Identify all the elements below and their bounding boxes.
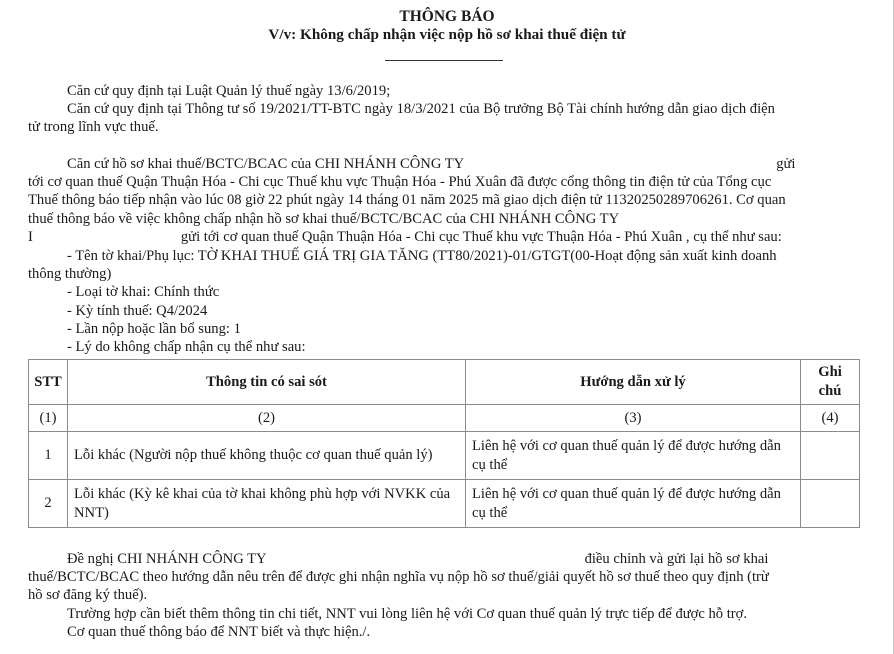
closing-line-2: thuế/BCTC/BCAC theo hướng dẫn nêu trên để được ghi nhận nghĩa vụ nộp hồ sơ thuế/giải quyết hồ sơ thuế theo quy định (trừ [28, 569, 769, 586]
header-error-info: Thông tin có sai sót [68, 360, 466, 405]
header-note [801, 360, 860, 405]
row-stt: 2 [29, 480, 68, 528]
row-note [801, 432, 860, 480]
detail-tax-period: - Kỳ tính thuế: Q4/2024 [67, 302, 208, 319]
legal-basis [28, 82, 860, 137]
closing-paragraph [28, 550, 860, 641]
detail-form-name: - Tên tờ khai/Phụ lục: TỜ KHAI THUẾ GIÁ TRỊ GIA TĂNG (TT80/2021)-01/GTGT(00-Hoạt động sản xuất kinh doanh [67, 248, 777, 264]
row-stt: 1 [29, 432, 68, 480]
detail-submission-count: - Lần nộp hoặc lần bổ sung: 1 [67, 320, 241, 337]
table-number-row [29, 405, 860, 432]
intro-recipient-text: gửi tới cơ quan thuế Quận Thuận Hóa - Chi cục Thuế khu vực Thuận Hóa - Phú Xuân , cụ thể như sau: [180, 228, 782, 245]
declaration-details [28, 247, 860, 356]
intro-line-5 [28, 228, 860, 246]
table-row [29, 480, 860, 528]
intro-line-2: tới cơ quan thuế Quận Thuận Hóa - Chi cục Thuế khu vực Thuận Hóa - Phú Xuân đã được cổng thông tin điện tử của Tổng cục [28, 174, 772, 191]
legal-basis-circular-cont: tử trong lĩnh vực thuế. [28, 119, 159, 136]
row-error-info: Lỗi khác (Người nộp thuế không thuộc cơ quan thuế quản lý) [68, 432, 466, 480]
closing-contact: Trường hợp cần biết thêm thông tin chi tiết, NNT vui lòng liên hệ với Cơ quan thuế quản lý trực tiếp để được hỗ trợ. [67, 605, 748, 622]
intro-line-1 [28, 155, 860, 173]
intro-basis-text: Căn cứ hồ sơ khai thuế/BCTC/BCAC của CHI NHÁNH CÔNG TY [67, 156, 465, 172]
legal-basis-circular: Căn cứ quy định tại Thông tư số 19/2021/TT-BTC ngày 18/3/2021 của Bộ trưởng Bộ Tài chính hướng dẫn giao dịch điện [67, 101, 775, 118]
header-note-text: Ghi chú [818, 364, 842, 399]
row-guidance: Liên hệ với cơ quan thuế quản lý để được hướng dẫn cụ thể [466, 480, 801, 528]
errors-table [28, 359, 860, 528]
intro-paragraph [28, 155, 860, 246]
detail-form-name-cont: thông thường) [28, 266, 112, 283]
table-header-row [29, 360, 860, 405]
intro-line-3: Thuế thông báo tiếp nhận vào lúc 08 giờ 22 phút ngày 14 tháng 01 năm 2025 mã giao dịch điện tử 11320250289706261. Cơ quan [28, 192, 786, 209]
legal-basis-law: Căn cứ quy định tại Luật Quản lý thuế ngày 13/6/2019; [67, 83, 391, 99]
closing-line-3: hồ sơ đăng ký thuế). [28, 587, 148, 604]
row-guidance: Liên hệ với cơ quan thuế quản lý để được hướng dẫn cụ thể [466, 432, 801, 480]
table-row [29, 432, 860, 480]
detail-reason-heading: - Lý do không chấp nhận cụ thể như sau: [67, 339, 306, 356]
title-underline [385, 60, 503, 61]
closing-line-1 [28, 550, 860, 568]
number-cell-4: (4) [801, 405, 860, 432]
closing-final: Cơ quan thuế thông báo để NNT biết và thực hiện./. [67, 623, 371, 640]
detail-declaration-type: - Loại tờ khai: Chính thức [67, 284, 220, 301]
header-guidance: Hướng dẫn xử lý [466, 360, 801, 405]
document-subtitle: V/v: Không chấp nhận việc nộp hồ sơ khai thuế điện tử [268, 26, 626, 43]
row-note [801, 480, 860, 528]
number-cell-3: (3) [466, 405, 801, 432]
intro-line-4: thuế thông báo về việc không chấp nhận hồ sơ khai thuế/BCTC/BCAC của CHI NHÁNH CÔNG TY [28, 210, 620, 227]
header-stt: STT [29, 360, 68, 405]
intro-company-initial: I [28, 228, 33, 245]
closing-adjust-text: điều chỉnh và gửi lại hồ sơ khai [584, 551, 769, 567]
row-error-info: Lỗi khác (Kỳ kê khai của tờ khai không phù hợp với NVKK của NNT) [68, 480, 466, 528]
number-cell-2: (2) [68, 405, 466, 432]
closing-request-text: Đề nghị CHI NHÁNH CÔNG TY [67, 551, 267, 567]
number-cell-1: (1) [29, 405, 68, 432]
intro-sent-text: gửi [776, 156, 796, 172]
document-title: THÔNG BÁO [399, 8, 495, 25]
